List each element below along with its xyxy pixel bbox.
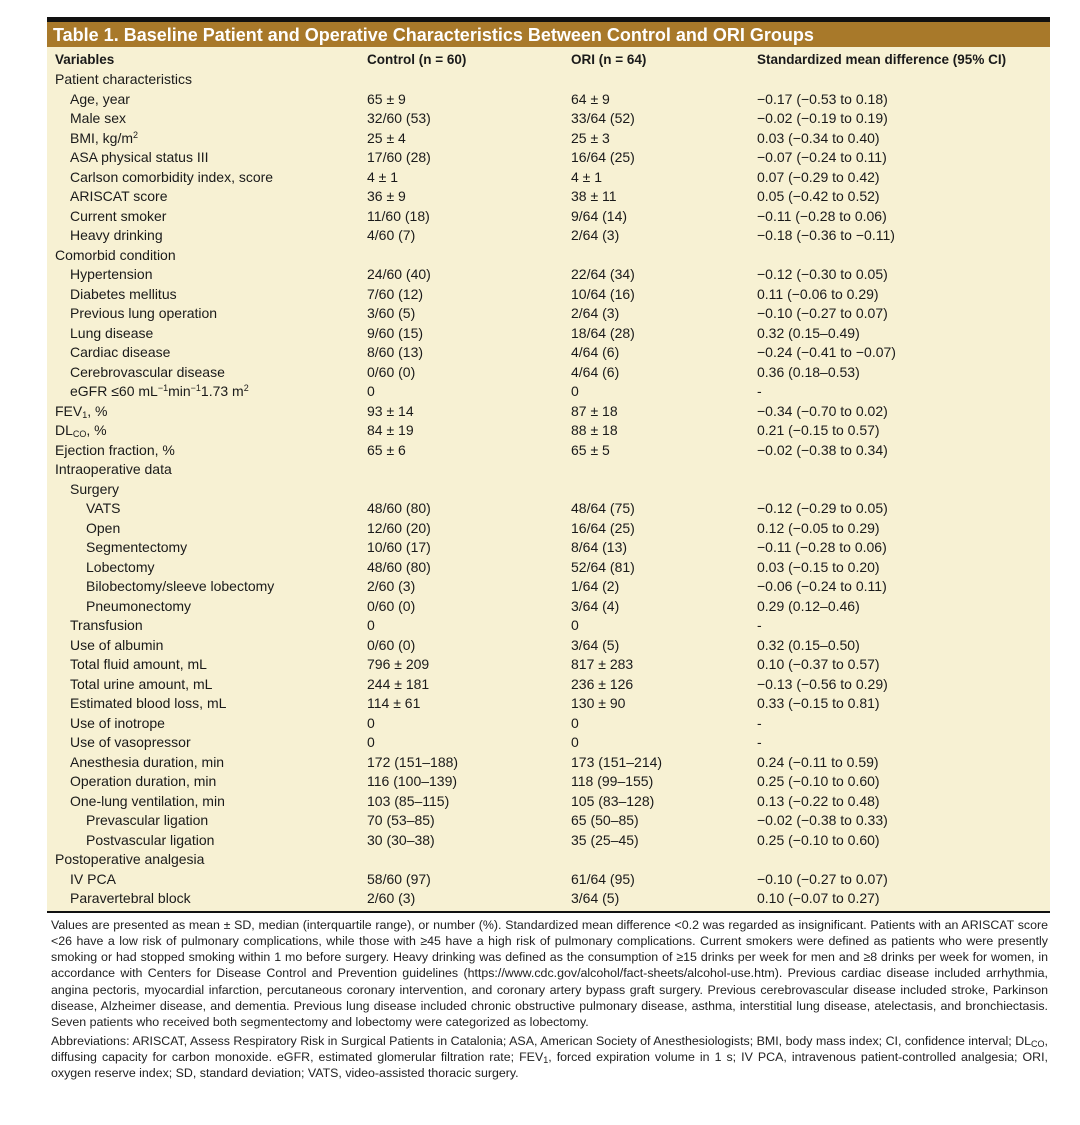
row-label [55, 382, 249, 402]
label-text: ARISCAT score [70, 188, 168, 204]
ori-value: 48/64 (75) [571, 500, 635, 516]
table-row [47, 70, 1050, 90]
row-label [55, 772, 216, 792]
ori-value: 3/64 (5) [571, 890, 620, 906]
label-text: Comorbid condition [55, 246, 176, 263]
ori-value: 3/64 (5) [571, 636, 620, 653]
label-text: One-lung ventilation, min [70, 792, 225, 809]
smd-value: 0.21 (−0.15 to 0.57) [757, 422, 880, 438]
row-label [55, 499, 121, 519]
smd-value: −0.10 (−0.27 to 0.07) [757, 305, 888, 321]
control-value: 7/60 (12) [367, 285, 424, 302]
ori-value: 173 (151–214) [571, 753, 663, 770]
table-row [47, 733, 1050, 753]
ori-value: 38 ± 11 [571, 188, 617, 204]
row-label [55, 70, 192, 90]
ori-value: 87 ± 18 [571, 402, 618, 419]
row-label [55, 616, 143, 636]
smd-value: 0.03 (−0.34 to 0.40) [757, 129, 880, 146]
abbr-part-a: Abbreviations: ARISCAT, Assess Respiratory Risk in Surgical Patients in Catalonia; ASA, American Society of Anesthesiologists; BMI, body mass index; CI, confidence interval; DL [51, 1033, 1032, 1048]
label-text: Total urine amount, mL [70, 675, 213, 692]
label-text: Segmentectomy [86, 539, 188, 555]
control-value: 4/60 (7) [367, 227, 416, 243]
row-label [55, 285, 177, 305]
smd-value: −0.12 (−0.29 to 0.05) [757, 500, 888, 516]
ori-value: 4 ± 1 [571, 168, 603, 185]
table-row [47, 616, 1050, 636]
control-value: 4 ± 1 [367, 168, 399, 185]
label-text: Use of vasopressor [70, 734, 191, 750]
smd-value: 0.05 (−0.42 to 0.52) [757, 188, 880, 204]
row-label [55, 90, 130, 110]
control-value: 796 ± 209 [367, 656, 430, 672]
smd-value: 0.36 (0.18–0.53) [757, 363, 860, 380]
ori-value: 65 (50–85) [571, 812, 639, 828]
table-row [47, 792, 1050, 812]
label-text: Use of inotrope [70, 714, 165, 731]
table-row [47, 246, 1050, 266]
label-text: Lung disease [70, 324, 154, 341]
control-value: 17/60 (28) [367, 149, 431, 165]
control-value: 32/60 (53) [367, 110, 431, 126]
control-value: 48/60 (80) [367, 558, 431, 575]
label-text: Open [86, 519, 121, 536]
ori-value: 16/64 (25) [571, 149, 635, 165]
smd-value: - [757, 714, 762, 731]
table-row [47, 109, 1050, 129]
label-text: Prevascular ligation [86, 812, 209, 828]
ori-value: 25 ± 3 [571, 129, 610, 146]
ori-value: 33/64 (52) [571, 110, 635, 126]
table-row [47, 636, 1050, 656]
label-text: Paravertebral block [70, 890, 191, 906]
table-row [47, 577, 1050, 597]
control-value: 0/60 (0) [367, 363, 416, 380]
label-text: DL [55, 422, 73, 438]
smd-value: −0.02 (−0.38 to 0.34) [757, 441, 888, 458]
label-text: Cardiac disease [70, 344, 171, 360]
ori-value: 2/64 (3) [571, 227, 620, 243]
table-row [47, 265, 1050, 285]
table-row [47, 441, 1050, 461]
table-row [47, 870, 1050, 890]
abbr-part-b: , diffusing capacity for carbon monoxide. eGFR, estimated glomerular filtration rate; FEV [51, 1033, 1048, 1064]
row-label [55, 675, 212, 695]
row-label [55, 421, 107, 441]
row-label [55, 519, 120, 539]
control-value: 114 ± 61 [367, 695, 421, 711]
label-text: Transfusion [70, 617, 143, 633]
row-label [55, 714, 165, 734]
control-value: 0 [367, 617, 375, 633]
smd-value: - [757, 383, 762, 399]
smd-value: −0.18 (−0.36 to −0.11) [757, 227, 895, 243]
smd-value: 0.03 (−0.15 to 0.20) [757, 558, 880, 575]
row-label [55, 148, 209, 168]
ori-value: 105 (83–128) [571, 792, 655, 809]
row-label [55, 811, 208, 831]
row-label [55, 597, 191, 617]
row-label [55, 558, 154, 578]
smd-value: 0.33 (−0.15 to 0.81) [757, 695, 880, 711]
label-text: IV PCA [70, 870, 116, 887]
row-label [55, 226, 163, 246]
smd-value: - [757, 617, 762, 633]
row-label [55, 694, 226, 714]
control-value: 11/60 (18) [367, 207, 430, 224]
ori-value: 10/64 (16) [571, 285, 635, 302]
table-row [47, 811, 1050, 831]
smd-value: 0.10 (−0.37 to 0.57) [757, 656, 880, 672]
ori-value: 9/64 (14) [571, 207, 628, 224]
table-row [47, 753, 1050, 773]
ori-value: 4/64 (6) [571, 363, 620, 380]
abbr-sub-co: CO [1031, 1038, 1045, 1049]
smd-value: 0.25 (−0.10 to 0.60) [757, 831, 880, 848]
row-label [55, 733, 191, 753]
control-value: 10/60 (17) [367, 539, 431, 555]
table-row [47, 421, 1050, 441]
label-text: min [168, 383, 191, 399]
control-value: 84 ± 19 [367, 422, 414, 438]
ori-value: 65 ± 5 [571, 441, 610, 458]
label-text: Postoperative analgesia [55, 851, 205, 867]
table-row [47, 168, 1050, 188]
control-value: 24/60 (40) [367, 266, 431, 282]
smd-value: 0.29 (0.12–0.46) [757, 597, 860, 614]
row-label [55, 655, 207, 675]
ori-value: 236 ± 126 [571, 675, 634, 692]
control-value: 65 ± 9 [367, 90, 406, 107]
row-label [55, 636, 163, 656]
table-row [47, 187, 1050, 207]
footnote-values: Values are presented as mean ± SD, median (interquartile range), or number (%). Standardized mean difference <0.2 was regarded as insignificant. Patients with an ARISCAT score <26 have a low risk of pulmonary complications, while those with ≥45 have a high risk of pulmonary complications. Current smokers were defined as patients who were presently smoking or had stopped smoking within 1 mo before surgery. Heavy drinking was defined as the consumption of ≥15 drinks per week for men and ≥8 drinks per week for women, in accordance with Centers for Disease Control and Prevention guidelines (https://www.cdc.gov/alcohol/fact-sheets/alcohol-use.htm). Previous cardiac disease included arrhythmia, angina pectoris, myocardial infarction, percutaneous coronary intervention, and coronary artery bypass graft surgery. Previous cerebrovascular disease included stroke, Parkinson disease, Alzheimer disease, and dementia. Previous lung disease included chronic obstructive pulmonary disease, asthma, interstitial lung disease, atelectasis, and bronchiectasis. Seven patients who received both segmentectomy and lobectomy were categorized as lobectomy. [51, 917, 1048, 1030]
label-text: Age, year [70, 90, 130, 107]
control-value: 70 (53–85) [367, 812, 435, 828]
table-1 [47, 17, 1050, 1083]
smd-value: 0.25 (−0.10 to 0.60) [757, 773, 880, 789]
smd-value: 0.07 (−0.29 to 0.42) [757, 168, 880, 185]
label-text: Current smoker [70, 207, 167, 224]
control-value: 0 [367, 714, 375, 731]
abbr-part-c: , forced expiration volume in 1 s; IV PCA, intravenous patient-controlled analgesia; ORI, oxygen reserve index; SD, standard deviation; VATS, video-assisted thoracic surgery. [51, 1049, 1049, 1081]
control-value: 30 (30–38) [367, 831, 435, 848]
label-text: Cerebrovascular disease [70, 363, 225, 380]
row-label [55, 187, 168, 207]
control-value: 65 ± 6 [367, 441, 406, 458]
label-text: Ejection fraction, % [55, 441, 175, 458]
label-text: Lobectomy [86, 558, 155, 575]
table-row [47, 304, 1050, 324]
ori-value: 61/64 (95) [571, 870, 635, 887]
row-label [55, 538, 187, 558]
label-text: Previous lung operation [70, 305, 218, 321]
smd-value: −0.24 (−0.41 to −0.07) [757, 344, 896, 360]
smd-value: −0.13 (−0.56 to 0.29) [757, 675, 888, 692]
label-text: , % [86, 422, 107, 438]
table-row [47, 694, 1050, 714]
control-value: 0 [367, 734, 375, 750]
smd-value: −0.11 (−0.28 to 0.06) [757, 207, 887, 224]
table-row [47, 714, 1050, 734]
row-label [55, 265, 153, 285]
ori-value: 22/64 (34) [571, 266, 635, 282]
ori-value: 18/64 (28) [571, 324, 635, 341]
smd-value: −0.12 (−0.30 to 0.05) [757, 266, 888, 282]
table-row [47, 226, 1050, 246]
table-row [47, 343, 1050, 363]
row-label [55, 109, 126, 129]
ori-value: 16/64 (25) [571, 519, 635, 536]
row-label [55, 792, 225, 812]
table-row [47, 655, 1050, 675]
label-text: Hypertension [70, 266, 153, 282]
label-text: Bilobectomy/sleeve lobectomy [86, 578, 275, 594]
table-row [47, 772, 1050, 792]
control-value: 25 ± 4 [367, 129, 406, 146]
table-row [47, 324, 1050, 344]
table-row [47, 538, 1050, 558]
control-value: 2/60 (3) [367, 578, 416, 594]
ori-value: 8/64 (13) [571, 539, 628, 555]
table-row [47, 889, 1050, 909]
label-text: Use of albumin [70, 636, 164, 653]
sup-script: 2 [243, 383, 249, 393]
table-row [47, 480, 1050, 500]
control-value: 172 (151–188) [367, 753, 459, 770]
table-row [47, 499, 1050, 519]
sup-script: 2 [133, 129, 139, 140]
control-value: 3/60 (5) [367, 305, 416, 321]
table-rows [47, 70, 1050, 909]
smd-value: 0.13 (−0.22 to 0.48) [757, 792, 880, 809]
table-row [47, 558, 1050, 578]
header-control: Control (n = 60) [367, 52, 467, 67]
row-label [55, 363, 225, 383]
table-row [47, 90, 1050, 110]
label-text: eGFR ≤60 mL [70, 383, 158, 399]
label-text: 1.73 m [200, 383, 244, 399]
control-value: 93 ± 14 [367, 402, 414, 419]
row-label [55, 831, 214, 851]
control-value: 0/60 (0) [367, 597, 416, 614]
header-smd: Standardized mean difference (95% CI) [757, 52, 1007, 67]
label-text: Intraoperative data [55, 461, 172, 477]
control-value: 0/60 (0) [367, 636, 416, 653]
smd-value: 0.11 (−0.06 to 0.29) [757, 285, 879, 302]
row-label [55, 207, 166, 227]
label-text: Patient characteristics [55, 71, 192, 87]
label-text: Total fluid amount, mL [70, 656, 207, 672]
control-value: 12/60 (20) [367, 519, 431, 536]
row-label [55, 850, 204, 870]
row-label [55, 889, 191, 909]
ori-value: 0 [571, 734, 579, 750]
control-value: 116 (100–139) [367, 773, 458, 789]
label-text: Carlson comorbidity index, score [70, 168, 274, 185]
row-label [55, 343, 170, 363]
table-row [47, 519, 1050, 539]
control-value: 48/60 (80) [367, 500, 431, 516]
ori-value: 118 (99–155) [571, 773, 654, 789]
label-text: Postvascular ligation [86, 831, 215, 848]
table-body [47, 47, 1050, 911]
label-text: Heavy drinking [70, 227, 163, 243]
label-text: BMI, kg/m [70, 129, 134, 146]
label-text: FEV [55, 402, 83, 419]
sup-script: −1 [190, 383, 201, 393]
smd-value: −0.34 (−0.70 to 0.02) [757, 402, 888, 419]
smd-value: 0.12 (−0.05 to 0.29) [757, 519, 880, 536]
label-text: Surgery [70, 480, 120, 497]
sub-script: 1 [82, 409, 88, 420]
label-text: Estimated blood loss, mL [70, 695, 227, 711]
table-row [47, 363, 1050, 383]
control-value: 0 [367, 383, 375, 399]
row-label [55, 402, 107, 422]
smd-value: −0.02 (−0.19 to 0.19) [757, 110, 888, 126]
label-text: Anesthesia duration, min [70, 753, 225, 770]
table-title: Table 1. Baseline Patient and Operative Characteristics Between Control and ORI Groups [47, 22, 1050, 47]
ori-value: 0 [571, 617, 579, 633]
smd-value: −0.11 (−0.28 to 0.06) [757, 539, 887, 555]
label-text: , % [87, 402, 108, 419]
table-row [47, 850, 1050, 870]
row-label [55, 324, 153, 344]
ori-value: 817 ± 283 [571, 656, 634, 672]
control-value: 103 (85–115) [367, 792, 450, 809]
header-variables: Variables [55, 52, 115, 67]
control-value: 58/60 (97) [367, 870, 431, 887]
label-text: Male sex [70, 110, 127, 126]
control-value: 9/60 (15) [367, 324, 424, 341]
ori-value: 0 [571, 383, 579, 399]
label-text: ASA physical status III [70, 149, 209, 165]
table-row [47, 382, 1050, 402]
ori-value: 3/64 (4) [571, 597, 620, 614]
header-ori: ORI (n = 64) [571, 52, 647, 67]
row-label [55, 480, 119, 500]
control-value: 2/60 (3) [367, 890, 416, 906]
smd-value: −0.17 (−0.53 to 0.18) [757, 90, 888, 107]
label-text: Diabetes mellitus [70, 285, 177, 302]
header-row [47, 49, 1050, 70]
row-label [55, 577, 274, 597]
row-label [55, 753, 224, 773]
row-label [55, 246, 176, 266]
abbr-sub-1: 1 [543, 1054, 549, 1065]
ori-value: 88 ± 18 [571, 422, 618, 438]
row-label [55, 441, 175, 461]
row-label [55, 168, 273, 188]
table-row [47, 460, 1050, 480]
ori-value: 130 ± 90 [571, 695, 626, 711]
table-row [47, 207, 1050, 227]
row-label [55, 129, 138, 149]
smd-value: −0.10 (−0.27 to 0.07) [757, 870, 888, 887]
ori-value: 1/64 (2) [571, 578, 620, 594]
table-row [47, 285, 1050, 305]
table-row [47, 402, 1050, 422]
smd-value: −0.02 (−0.38 to 0.33) [757, 812, 888, 828]
ori-value: 4/64 (6) [571, 344, 620, 360]
smd-value: 0.10 (−0.07 to 0.27) [757, 890, 880, 906]
ori-value: 52/64 (81) [571, 558, 635, 575]
table-row [47, 129, 1050, 149]
row-label [55, 460, 172, 480]
smd-value: −0.06 (−0.24 to 0.11) [757, 578, 887, 594]
footnotes [47, 913, 1050, 1082]
ori-value: 0 [571, 714, 579, 731]
table-row [47, 831, 1050, 851]
smd-value: −0.07 (−0.24 to 0.11) [757, 149, 887, 165]
row-label [55, 304, 217, 324]
smd-value: 0.32 (0.15–0.49) [757, 324, 860, 341]
table-row [47, 675, 1050, 695]
row-label [55, 870, 116, 890]
table-row [47, 148, 1050, 168]
control-value: 244 ± 181 [367, 675, 430, 692]
table-row [47, 597, 1050, 617]
control-value: 36 ± 9 [367, 188, 406, 204]
label-text: Operation duration, min [70, 773, 217, 789]
smd-value: 0.32 (0.15–0.50) [757, 636, 860, 653]
sub-script: CO [72, 429, 87, 439]
label-text: Pneumonectomy [86, 597, 192, 614]
ori-value: 35 (25–45) [571, 831, 639, 848]
ori-value: 64 ± 9 [571, 90, 610, 107]
smd-value: - [757, 734, 762, 750]
footnote-abbreviations [51, 1033, 1048, 1082]
label-text: VATS [86, 500, 121, 516]
smd-value: 0.24 (−0.11 to 0.59) [757, 753, 879, 770]
sup-script: −1 [157, 383, 169, 393]
control-value: 8/60 (13) [367, 344, 424, 360]
ori-value: 2/64 (3) [571, 305, 620, 321]
